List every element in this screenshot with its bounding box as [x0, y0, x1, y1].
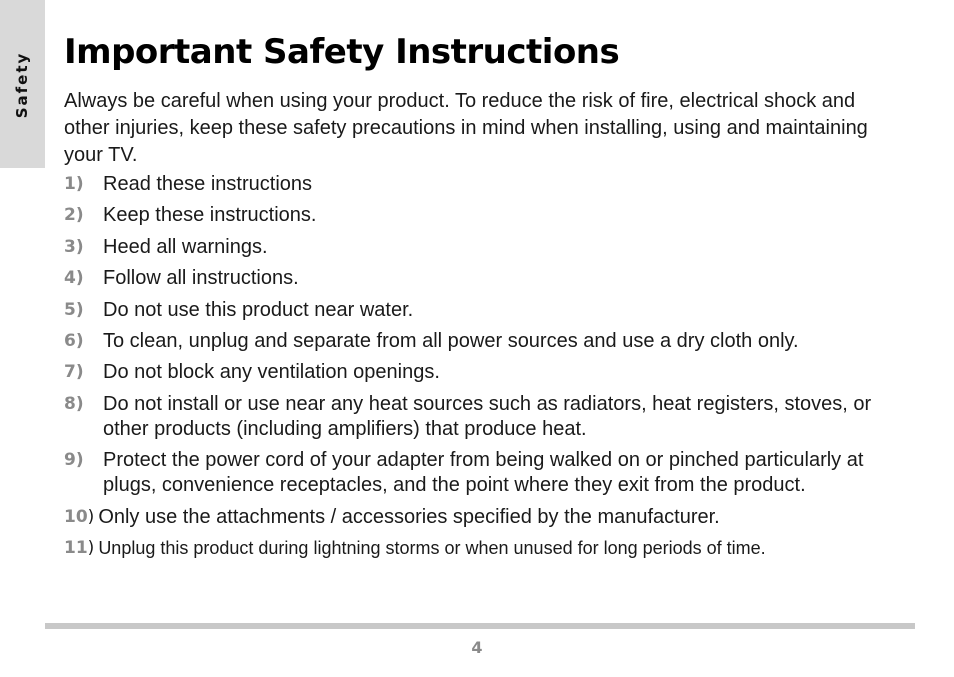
instruction-list	[64, 172, 914, 567]
instruction-item	[64, 298, 914, 323]
instruction-number: 11)	[64, 537, 95, 558]
instruction-item	[64, 203, 914, 228]
instruction-text: Read these instructions	[103, 173, 313, 195]
instruction-text: Protect the power cord of your adapter from being walked on or pinched particularly at plugs, convenience receptacles, and the point where they exit from the product.	[103, 449, 864, 497]
instruction-number: 6)	[64, 330, 84, 351]
instruction-text: Do not block any ventilation openings.	[103, 361, 440, 384]
footer-divider	[45, 623, 915, 629]
instruction-number: 2)	[64, 205, 84, 226]
instruction-number: 1)	[64, 174, 84, 194]
instruction-item	[64, 360, 914, 385]
section-tab-label: Safety	[13, 51, 31, 119]
instruction-number: 4)	[64, 268, 84, 289]
instruction-number: 10)	[64, 506, 95, 527]
instruction-item	[64, 448, 914, 498]
instruction-text: Keep these instructions.	[103, 204, 317, 227]
instruction-number: 3)	[64, 236, 84, 257]
instruction-number: 8)	[64, 393, 84, 414]
instruction-text: Unplug this product during lightning storms or when unused for long periods of time.	[98, 537, 766, 558]
instruction-item	[64, 329, 914, 354]
page-number: 4	[471, 638, 483, 657]
instruction-item	[64, 392, 914, 442]
instruction-text: Do not install or use near any heat sources such as radiators, heat registers, stoves, or other products (including amplifiers) that produce heat.	[103, 392, 872, 440]
instruction-text: Heed all warnings.	[103, 235, 268, 258]
page-title: Important Safety Instructions	[64, 32, 620, 72]
instruction-number: 7)	[64, 362, 84, 383]
instruction-text: Do not use this product near water.	[103, 298, 414, 321]
instruction-text: Only use the attachments / accessories specified by the manufacturer.	[98, 505, 720, 528]
instruction-item	[64, 536, 914, 561]
intro-paragraph: Always be careful when using your product. To reduce the risk of fire, electrical shock and other injuries, keep these safety precautions in mind when installing, using and maintaining your TV.	[64, 90, 868, 166]
instruction-text: To clean, unplug and separate from all power sources and use a dry cloth only.	[103, 329, 799, 352]
instruction-number: 9)	[64, 450, 84, 471]
instruction-text: Follow all instructions.	[103, 267, 299, 290]
instruction-number: 5)	[64, 299, 84, 320]
section-tab	[0, 0, 45, 168]
instruction-item	[64, 505, 914, 530]
instruction-item	[64, 172, 914, 197]
instruction-item	[64, 235, 914, 260]
instruction-item	[64, 266, 914, 291]
